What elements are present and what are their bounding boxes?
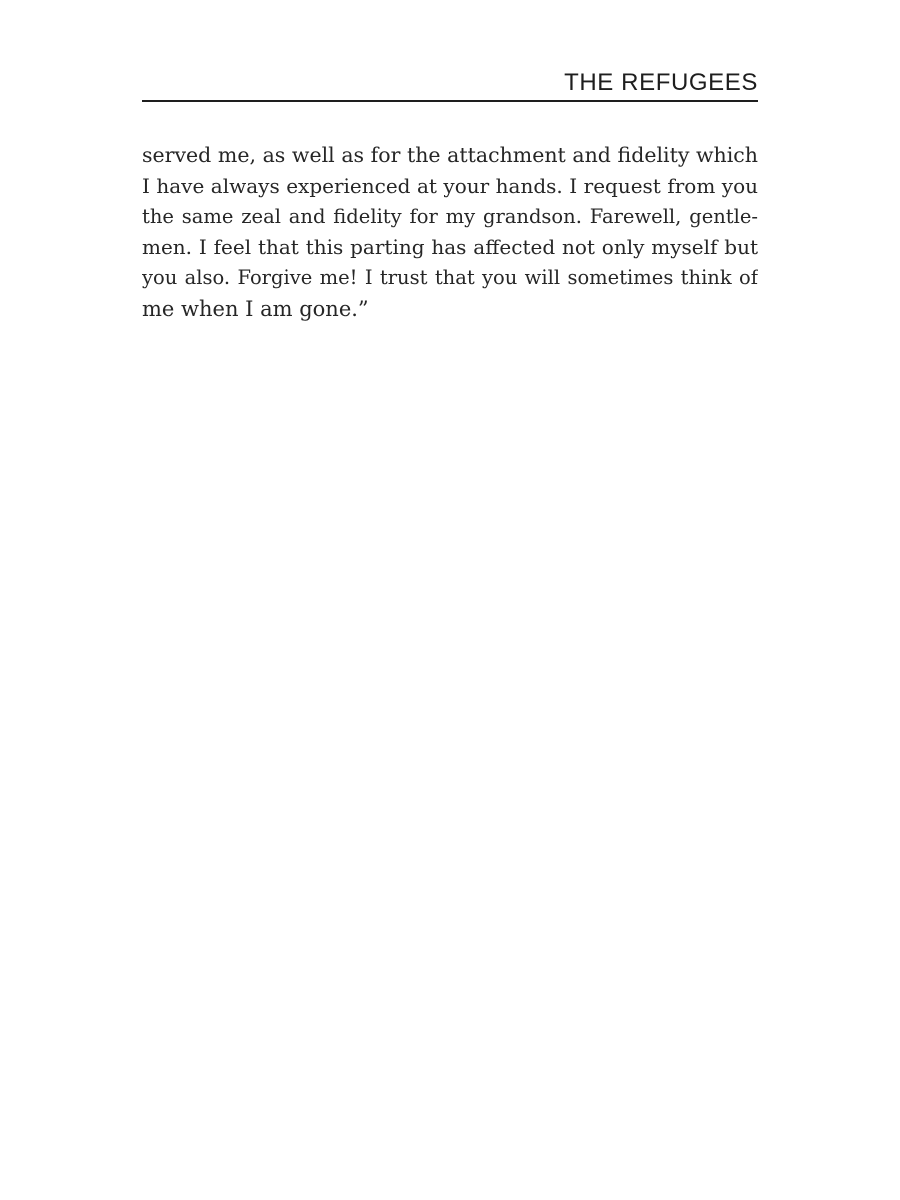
text-line: men. I feel that this parting has affected not only myself but (142, 235, 758, 260)
header-rule (142, 100, 758, 102)
body-paragraph (142, 140, 758, 325)
text-line: served me, as well as for the attachment and fidelity which (142, 143, 758, 167)
text-line: the same zeal and fidelity for my grandson. Farewell, gentle- (142, 204, 758, 228)
running-head-title: THE REFUGEES (564, 69, 758, 96)
text-line: you also. Forgive me! I trust that you will sometimes think of (142, 266, 758, 290)
text-line: I have always experienced at your hands. I request from you (142, 173, 758, 198)
text-line: me when I am gone.” (142, 296, 369, 321)
